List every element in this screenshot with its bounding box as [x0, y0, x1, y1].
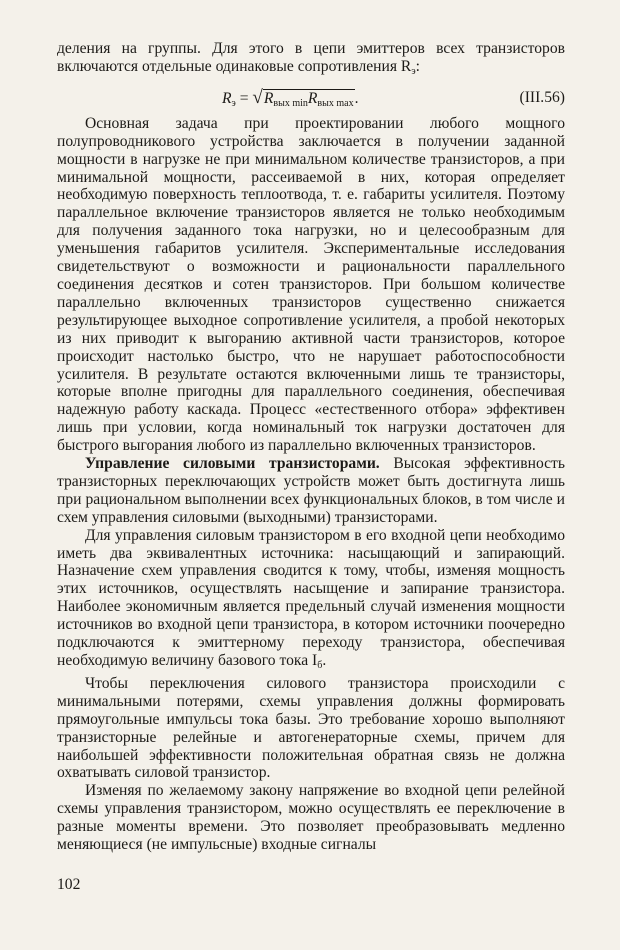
paragraph-switching-losses: Чтобы переключения силового транзистора происходили с минимальными потерями, схемы управления должны формировать прямоугольные импульсы тока базы. Это требование хорошо выполняют транзисторные релейные и автогенераторные схемы, причем для наибольшей эффективности положительная обратная связь не должна охватывать силовой транзистор.	[57, 674, 565, 782]
radicand: $R_{вых min}R_{вых max}$	[263, 89, 355, 113]
square-root-sign: √	[252, 86, 263, 108]
paragraph-relay-circuit: Изменяя по желаемому закону напряжение во входной цепи релейной схемы управления транзистором, можно осуществлять ее переключение в разные моменты времени. Это позволяет преобразовывать медленно меняющиеся (не импульсные) входные сигналы	[57, 782, 565, 854]
page-number: 102	[57, 876, 81, 893]
equation-number: (III.56)	[519, 88, 565, 106]
paragraph-control-sources: Для управления силовым транзистором в его входной цепи необходимо иметь два эквивалентных источника: насыщающий и запирающий. Назначение схем управления сводится к тому, чтобы, изменяя мощность этих источников, осуществлять насыщение и запирание транзистора. Наиболее экономичным является предельный случай изменения мощности источников во входной цепи транзистора, в котором источники поочередно подключаются к эмиттерному переходу транзистора, обеспечивая необходимую величину базового тока $I_б$.	[57, 526, 565, 671]
intro-paragraph: деления на группы. Для этого в цепи эмиттеров всех транзисторов включаются отдельные одинаковые сопротивления $R_э$:	[57, 40, 565, 77]
equation-III-56	[57, 87, 565, 109]
section-title: Управление силовыми транзисторами.	[85, 455, 380, 473]
paragraph-main-task: Основная задача при проектировании любого мощного полупроводникового устройства заключается в получении заданной мощности в нагрузке не при минимальном количестве транзисторов, а при минимальной мощности, рассеиваемой в них, которая определяет необходимую поверхность теплоотвода, т. е. габариты усилителя. Поэтому параллельное включение транзисторов является не только необходимым для получения заданного тока нагрузки, но и целесообразным для уменьшения габаритов усилителя. Экспериментальные исследования свидетельствуют о возможности и рациональности параллельного соединения десятков и сотен транзисторов. При большом количестве параллельно включенных транзисторов существенно снижается результирующее выходное сопротивление усилителя, а пробой некоторых из них приводит к выгоранию активной части транзисторов, которое происходит настолько быстро, что не нарушает работоспособности усилителя. В результате остаются включенными лишь те транзисторы, которые вполне пригодны для параллельного соединения, обеспечивая надежную работу каскада. Процесс «естественного отбора» эффективен лишь при условии, когда номинальный ток нагрузки достаточен для быстрого выгорания любого из параллельно включенных транзисторов.	[57, 114, 565, 455]
paragraph-control-of-power-transistors: Управление силовыми транзисторами. Высокая эффективность транзисторных переключающих устройств может быть достигнута лишь при рациональном выполнении всех функциональных блоков, в том числе и схем управления силовыми (выходными) транзисторами.	[57, 455, 565, 526]
base-current-subscript: б	[317, 660, 323, 671]
equation-expression: $R_э = √R_{вых min}R_{вых max}$.	[222, 87, 359, 115]
intro-subscript: э	[411, 65, 416, 77]
